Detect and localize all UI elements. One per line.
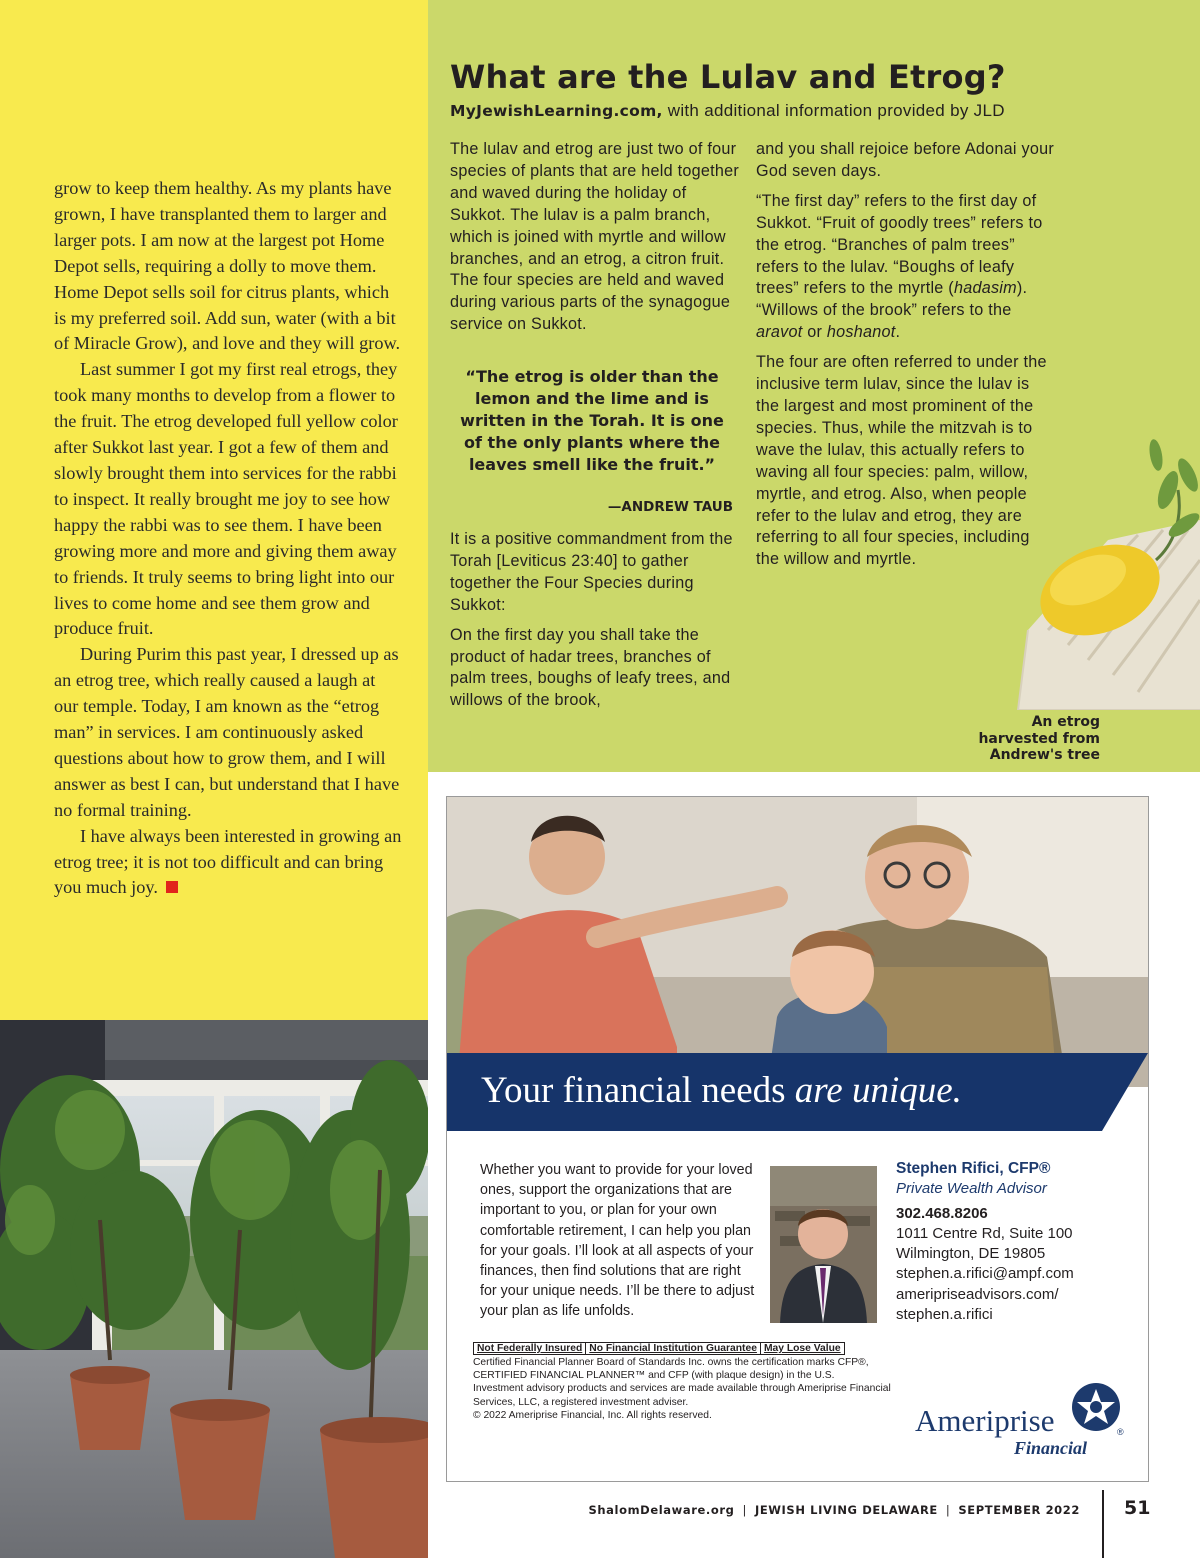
footer-separator: | [945, 1503, 951, 1517]
fine-print-line: Certified Financial Planner Board of Standards Inc. owns the certification marks CFP®, CERTIFIED FINANCIAL PLANNER™ and CFP (with plaque design) in the U.S. [473, 1357, 869, 1382]
footer-publication: JEWISH LIVING DELAWARE [754, 1503, 938, 1517]
pull-quote: “The etrog is older than the lemon and the lime and is written in the Torah. It is one of the only plants where the leaves smell like the fruit.” [460, 367, 724, 474]
page-footer [560, 1503, 1080, 1517]
article-paragraph: During Purim this past year, I dressed up as an etrog tree, which really caused a laugh at our temple. Today, I am known as the “etrog man” in services. I am continuously asked questions about how to grow them, and I will answer as best I can, but understand that I have no formal training. [54, 644, 400, 820]
advisor-headshot [770, 1166, 877, 1323]
advisor-website-line2[interactable]: stephen.a.rifici [896, 1306, 993, 1324]
article-paragraph: Last summer I got my first real etrogs, they took many months to develop from a flower to the fruit. The etrog developed full yellow color after Sukkot last year. I got a few of them and slowly brought them into services for the rabbi to inspect. It really brought me joy to see how happy the rabbi was to see them. I have been growing more and more and giving them away to friends. It truly seems to bring light into our lives to come home and see them grow and produce fruit. [54, 359, 398, 639]
page-number: 51 [1124, 1497, 1151, 1519]
text-run: or [802, 323, 827, 342]
advisor-address-line2: Wilmington, DE 19805 [896, 1245, 1046, 1263]
article-paragraph-text: I have always been interested in growing an etrog tree; it is not too difficult and can bring you much joy. [54, 825, 402, 898]
advisor-title: Private Wealth Advisor [896, 1180, 1047, 1198]
italic-term: hadasim [953, 279, 1017, 298]
advisor-phone[interactable]: 302.468.8206 [896, 1204, 988, 1222]
footer-date: SEPTEMBER 2022 [958, 1503, 1080, 1517]
ad-body-text: Whether you want to provide for your loved ones, support the organizations that are important to you, or plan for your own comfortable retirement, I can help you plan for your goals. I’ll look at all aspects of your finances, then find solutions that are right for your unique needs. I’ll be there to adjust your plan as life unfolds. [480, 1162, 755, 1320]
sidebar-column-1-continued [450, 529, 740, 712]
article-paragraph-last [54, 824, 404, 902]
footer-divider [1102, 1490, 1104, 1558]
article-column [0, 0, 428, 1020]
italic-term: hoshanot [826, 323, 896, 342]
fine-print-line: Investment advisory products and services are made available through Ameriprise Financial Services, LLC, a registered investment adviser. [473, 1383, 891, 1408]
pull-quote-attribution: —ANDREW TAUB [607, 499, 733, 515]
family-illustration [447, 797, 1148, 1087]
family-photo [447, 797, 1148, 1087]
ad-fine-print [473, 1356, 893, 1422]
sidebar-byline [450, 101, 1005, 121]
headline-italic: are unique. [794, 1070, 962, 1111]
byline-rest: with additional information provided by JLD [662, 101, 1005, 120]
investment-disclaimer-box [473, 1342, 845, 1355]
advisor-website-line1[interactable]: ameripriseadvisors.com/ [896, 1285, 1059, 1303]
logo-word-ameriprise: Ameriprise [915, 1403, 1055, 1438]
logo-registered-mark: ® [1117, 1427, 1124, 1437]
ameriprise-logo[interactable] [909, 1381, 1139, 1461]
footer-separator: | [742, 1503, 747, 1517]
ameriprise-advertisement[interactable] [446, 796, 1149, 1482]
sidebar-paragraph: The four are often referred to under the inclusive term lulav, since the lulav is the largest and most prominent of the species. Thus, while the mitzvah is to wave the lulav, this actually refers to waving all four species: palm, willow, myrtle, and etrog. Also, when people refer to the lulav and etrog, they are referring to all four species, including the willow and myrtle. [756, 353, 1047, 569]
disclaimer-may-lose-value: May Lose Value [760, 1343, 844, 1354]
advisor-email[interactable]: stephen.a.rifici@ampf.com [896, 1265, 1074, 1283]
article-body [54, 176, 404, 901]
logo-word-financial: Financial [1014, 1438, 1088, 1458]
etrog-trees-photo [0, 1020, 428, 1558]
sidebar-paragraph: The lulav and etrog are just two of four species of plants that are held together and waved during the holiday of Sukkot. The lulav is a palm branch, which is joined with myrtle and willow branches, and an etrog, a citron fruit. The four species are held and waved during various parts of the synagogue service on Sukkot. [450, 140, 739, 334]
ad-headline [481, 1069, 962, 1112]
etrog-illustration [988, 430, 1200, 710]
text-run: . [895, 323, 901, 342]
text-run: ). “Willows of the brook” refers to the [756, 279, 1028, 320]
text-run: “The first day” refers to the first day of Sukkot. “Fruit of goodly trees” refers to the etrog. “Branches of palm trees” refers to the lulav. “Boughs of leafy trees” refers to the myrtle ( [756, 191, 1043, 298]
sidebar-title: What are the Lulav and Etrog? [450, 58, 1006, 96]
sidebar-paragraph: On the first day you shall take the product of hadar trees, branches of palm trees, boughs of leafy trees, and willows of the brook, [450, 625, 731, 710]
advisor-name: Stephen Rifici, CFP® [896, 1160, 1051, 1177]
sidebar-column-1 [450, 139, 740, 336]
advisor-illustration [770, 1166, 877, 1323]
end-of-article-mark [166, 881, 178, 893]
etrog-trees-illustration [0, 1020, 428, 1558]
byline-source: MyJewishLearning.com, [450, 102, 663, 120]
sidebar-paragraph: and you shall rejoice before Adonai your God seven days. [756, 140, 1054, 180]
advisor-contact-block [896, 1159, 1141, 1325]
etrog-photo-caption: An etrog harvested from Andrew's tree [978, 714, 1100, 763]
advisor-address-line1: 1011 Centre Rd, Suite 100 [896, 1224, 1073, 1242]
headline-regular: Your financial needs [481, 1070, 795, 1111]
article-paragraph: grow to keep them healthy. As my plants have grown, I have transplanted them to larger and larger pots. I am now at the largest pot Home Depot sells, requiring a dolly to move them. Home Depot sells soil for citrus plants, which is my preferred soil. Add sun, water (with a bit of Miracle Grow), and love and they will grow. [54, 178, 401, 354]
italic-term: aravot [756, 323, 803, 342]
footer-site[interactable]: ShalomDelaware.org [588, 1503, 735, 1517]
sidebar-paragraph [756, 191, 1056, 344]
etrog-photo [988, 430, 1200, 710]
disclaimer-not-insured: Not Federally Insured [477, 1343, 583, 1354]
lulav-etrog-sidebar [428, 0, 1200, 772]
sidebar-paragraph: It is a positive commandment from the Torah [Leviticus 23:40] to gather together the Four Species during Sukkot: [450, 530, 733, 614]
logo-star-center [1090, 1401, 1102, 1413]
fine-print-line: © 2022 Ameriprise Financial, Inc. All rights reserved. [473, 1409, 712, 1421]
disclaimer-no-guarantee: No Financial Institution Guarantee [585, 1343, 760, 1354]
